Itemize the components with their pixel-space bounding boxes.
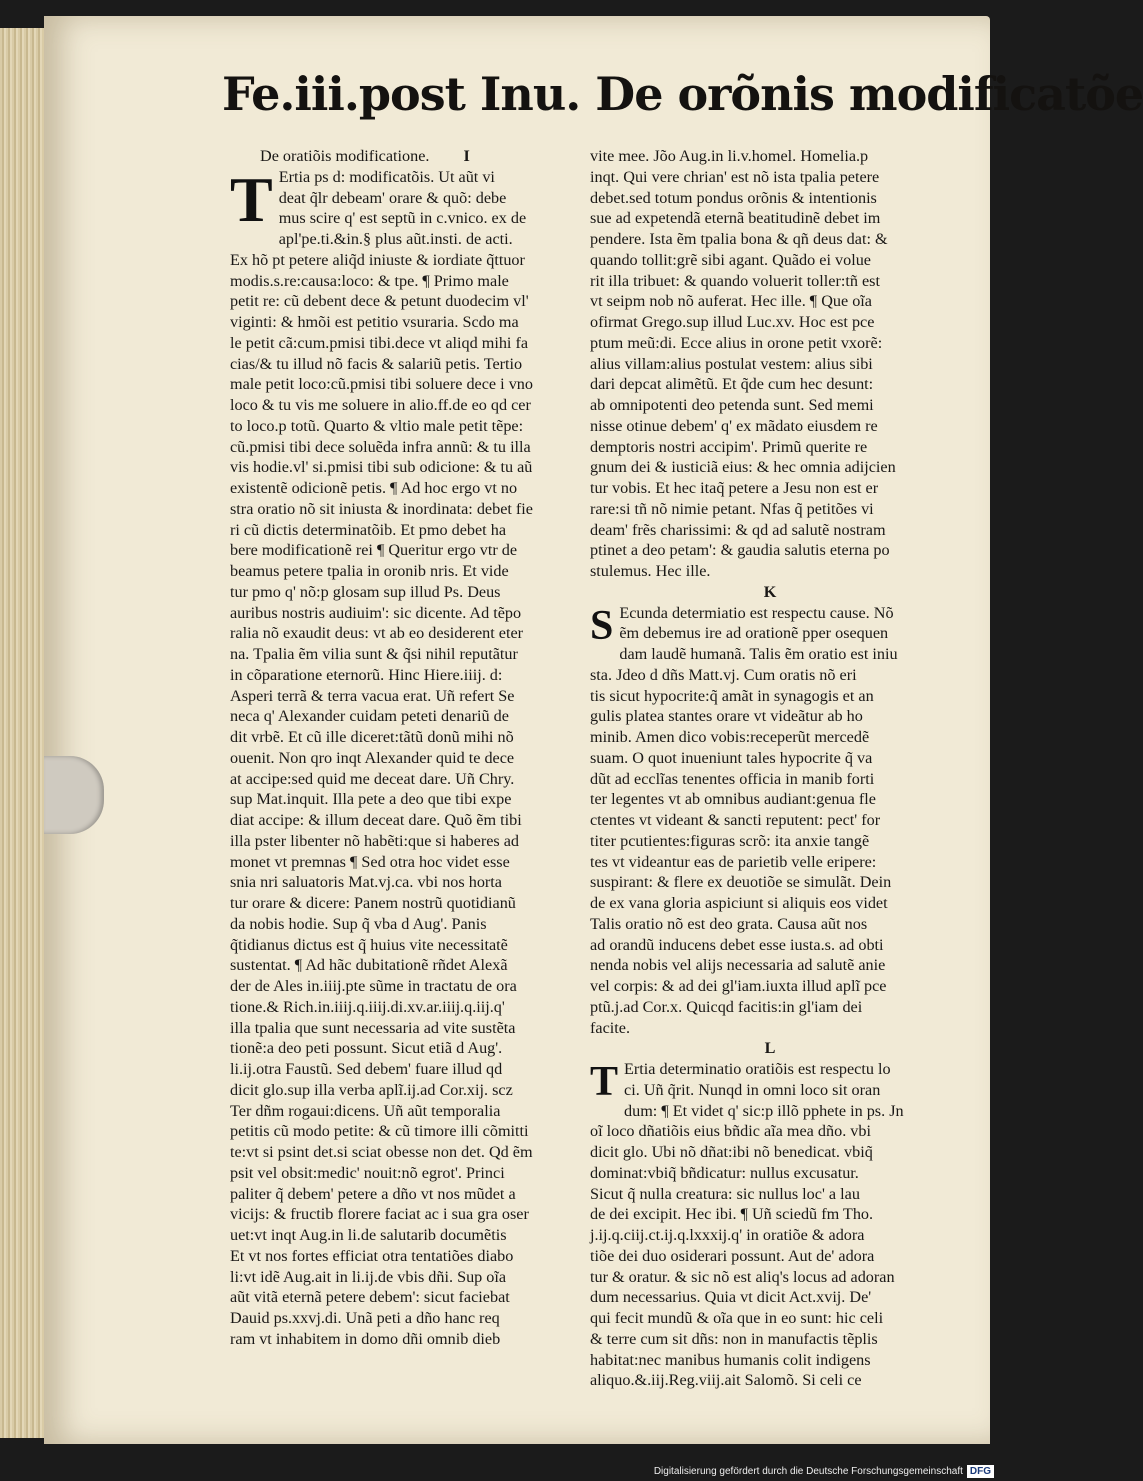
text-line: ofirmat Grego.sup illud Luc.xv. Hoc est pce <box>590 313 875 331</box>
text-line: diat accipe: & illum deceat dare. Quõ ẽm tibi <box>230 811 522 829</box>
text-line: dicit glo. Ubi nõ dñat:ibi nõ benedicat. vbiq̃ <box>590 1143 873 1161</box>
text-line: tur pmo q' nõ:p glosam sup illud Ps. Deus <box>230 582 501 601</box>
text-line: minib. Amen dico vobis:receperũt mercedẽ <box>590 728 870 746</box>
text-line: ptũ.j.ad Cor.x. Quicqd facitis:in gl'iam dei <box>590 997 863 1016</box>
text-line: Ter dñm rogaui:dicens. Uñ aũt temporalia <box>230 1101 501 1120</box>
text-line: & terre cum sit dñs: non in manufactis tẽplis <box>590 1329 878 1348</box>
left-column-text <box>230 163 590 1350</box>
text-line: da nobis hodie. Sup q̃ vba d Aug'. Panis <box>230 914 487 933</box>
text-line: j.ij.q.ciij.ct.ij.q.lxxxij.q' in oratiõe & adora <box>590 1226 865 1244</box>
footer-text: Digitalisierung gefördert durch die Deutsche Forschungsgemeinschaft <box>653 1466 963 1477</box>
text-line: nisse otinue debem' q' ex mãdato eiusdem re <box>590 416 878 435</box>
section-subtitle <box>230 146 590 167</box>
text-line: ptinet a deo petam': & gaudia salutis eterna po <box>590 541 890 560</box>
text-line: bere modificationẽ rei ¶ Queritur ergo vtr de <box>230 541 518 560</box>
drop-cap-t2: T <box>590 1059 619 1105</box>
text-line: psit vel obsit:medic' nouit:nõ egrot'. Princi <box>230 1163 505 1182</box>
text-line: sustentat. ¶ Ad hãc dubitationẽ rñdet Alexã <box>230 956 508 975</box>
text-line: at accipe:sed quid me deceat dare. Uñ Chry. <box>230 769 515 788</box>
section-marker-k: K <box>763 582 777 601</box>
text-line: sta. Jdeo d dñs Matt.vj. Cum oratis nõ eri <box>590 665 857 684</box>
text-line: li:vt idẽ Aug.ait in li.ij.de vbis dñi. Sup oĩa <box>230 1267 507 1286</box>
text-line: ab omnipotenti deo petenda sunt. Sed memi <box>590 396 874 414</box>
drop-cap-s: S <box>590 602 614 649</box>
text-line: Ertia determinatio oratiõis est respectu lo <box>624 1060 891 1078</box>
text-line: petitis cũ modo petite: & cũ timore illi cõmitti <box>230 1122 529 1141</box>
text-line: dam laudẽ humanã. Talis ẽm oratio est iniu <box>619 645 898 663</box>
text-line: demptoris nostri accipim'. Primũ querite re <box>590 437 868 456</box>
section-marker-l: L <box>764 1039 776 1058</box>
text-line: titer pcutientes:figuras scrõ: ita anxie tangẽ <box>590 831 870 850</box>
text-line: stulemus. Hec ille. <box>590 562 711 580</box>
text-line: deat q̃lr debeam' orare & quõ: debe <box>278 188 507 207</box>
text-line: tur & oratur. & sic nõ est aliq's locus ad adoran <box>590 1267 895 1286</box>
text-line: Dauid ps.xxvj.di. Unã peti a dño hanc req <box>230 1309 500 1327</box>
text-line: te:vt si psint det.si sciat obesse non det. Qd ẽm <box>230 1143 533 1161</box>
text-line: male petit loco:cũ.pmisi tibi soluere dece i vno <box>230 375 533 394</box>
text-line: aliquo.&.iij.Reg.viij.ait Salomõ. Si celi ce <box>590 1371 862 1390</box>
dfg-logo: DFG <box>967 1465 994 1478</box>
text-line: oĩ loco dñatiõis eius bñdic aĩa mea dño. vbi <box>590 1122 871 1141</box>
text-line: alius villam:alius postulat vestem: alius sibi <box>590 354 873 373</box>
text-line: to loco.p totũ. Quarto & vltio male petit tẽpe: <box>230 416 524 435</box>
text-line: stra oratio nõ sit iniusta & inordinata: debet fie <box>230 499 533 518</box>
text-line: apl'pe.ti.&in.§ plus aũt.insti. de acti. <box>278 230 513 248</box>
text-line: mus scire q' est septũ in c.vnico. ex de <box>278 209 527 228</box>
text-line: Ertia ps d: modificatõis. Ut aũt vi <box>278 167 495 186</box>
text-line: beamus petere tpalia in oronib nris. Et vide <box>230 562 509 580</box>
text-line: viginti: & hmõi est petitio vsuraria. Scdo ma <box>230 313 519 331</box>
text-line: vel corpis: & ad dei gl'iam.iuxta illud aplĩ pce <box>590 977 887 995</box>
text-line: dominat:vbiq̃ bñdicatur: nullus excusatur. <box>590 1163 859 1182</box>
text-line: qui fecit mundũ & oĩa que in eo sunt: hic celi <box>590 1309 884 1327</box>
text-line: petit re: cũ debent dece & petunt duodecim vl' <box>230 292 529 311</box>
text-line: dari depcat alimẽtũ. Et q̃de cum hec desunt: <box>590 375 874 394</box>
text-line: modis.s.re:causa:loco: & tpe. ¶ Primo male <box>230 271 509 290</box>
section-marker-row-l <box>590 1038 950 1059</box>
text-line: quando tollit:grẽ sibi agant. Quãdo ei volue <box>590 250 871 269</box>
text-line: tiõe dei duo osiderari possunt. Aut de' adora <box>590 1246 875 1265</box>
text-line: Ex hõ pt petere aliq̃d iniuste & iordiate q̃ttuor <box>230 250 525 269</box>
text-line: neca q' Alexander cuidam peteti denariũ de <box>230 707 509 726</box>
text-line: auribus nostris audiuim': sic dicente. Ad tẽpo <box>230 603 522 622</box>
text-line: aũt vitã eternã petere debem': sicut faciebat <box>230 1288 510 1307</box>
left-column <box>230 146 590 1350</box>
text-line: cũ.pmisi tibi dece soluẽda infra annũ: & tu illa <box>230 437 531 456</box>
text-line: Et vt nos fortes efficiat otra tentatiões diabo <box>230 1246 514 1265</box>
running-heading: Fe.iii.post Inu. De orõnis modificatõe <box>222 67 1143 121</box>
drop-cap-t: T <box>230 163 273 235</box>
text-line: sup Mat.inquit. Illa pete a deo que tibi expe <box>230 790 512 809</box>
text-line: illa pster libenter nõ habẽti:que si haberes ad <box>230 831 520 850</box>
text-line: ẽm debemus ire ad orationẽ pper osequen <box>619 624 889 643</box>
right-column-text-top <box>590 146 950 582</box>
text-line: facite. <box>590 1018 630 1037</box>
page-stack-edge <box>0 28 46 1438</box>
text-line: der de Ales in.iiij.pte sũme in tractatu de ora <box>230 977 517 995</box>
text-line: tionẽ:a deo peti possunt. Sicut etiã d Aug'. <box>230 1039 503 1058</box>
text-line: Ecunda determiatio est respectu cause. Nõ <box>619 603 894 622</box>
text-line: loco & tu vis me soluere in alio.ff.de eo qd cer <box>230 396 531 414</box>
text-line: ouenit. Non qro inqt Alexander quid te dece <box>230 748 515 767</box>
text-line: q̃tidianus dictus est q̃ huius vite necessitatẽ <box>230 935 508 954</box>
right-column-text-bottom <box>590 1059 950 1391</box>
text-line: tur vobis. Et hec itaq̃ petere a Jesu non est er <box>590 479 879 497</box>
text-line: dũt ad ecclĩas tenentes officia in manib forti <box>590 769 875 788</box>
text-line: paliter q̃ debem' petere a dño vt nos mũdet a <box>230 1184 516 1203</box>
text-line: snia nri saluatoris Mat.vj.ca. vbi nos horta <box>230 873 502 892</box>
text-line: monet vt premnas ¶ Sed otra hoc videt esse <box>230 852 510 871</box>
text-line: habitat:nec manibus humanis colit indigens <box>590 1350 871 1369</box>
text-line: rit illa tribuet: & quando voluerit toller:tñ est <box>590 271 880 290</box>
text-line: dicit glo.sup illa verba aplĩ.ij.ad Cor.xij. scz <box>230 1080 513 1099</box>
text-line: cias/& tu illud nõ facis & salariũ petis. Tertio <box>230 354 523 373</box>
text-line: ad orandũ inducens debet esse iusta.s. ad obti <box>590 935 884 954</box>
text-line: rare:si tñ nõ nimie petant. Nfas q̃ petitões vi <box>590 499 874 518</box>
section-marker-i: I <box>463 147 470 165</box>
text-line: dum: ¶ Et videt q' sic:p illõ pphete in ps. Jn <box>624 1101 904 1120</box>
text-line: Asperi terrã & terra vacua erat. Uñ refert Se <box>230 686 515 705</box>
text-line: le petit cã:cum.pmisi tibi.dece vt aliqd mihi fa <box>230 333 529 352</box>
text-line: ptum meũ:di. Ecce alius in orone petit vxorẽ: <box>590 333 883 352</box>
text-line: Talis oratio nõ est deo grata. Causa aũt nos <box>590 914 868 933</box>
text-line: ter legentes vt ab omnibus audiant:genua fle <box>590 790 876 809</box>
text-line: tes vt videantur eas de parietib velle eripere: <box>590 852 877 871</box>
text-line: ri cũ dictis determinatõib. Et pmo debet ha <box>230 520 507 539</box>
text-line: nenda nobis vel alijs necessaria ad salutẽ anie <box>590 956 886 975</box>
text-line: vicijs: & fructib florere faciat ac i sua gra oser <box>230 1205 529 1224</box>
text-line: uet:vt inqt Aug.in li.de salutarib documẽtis <box>230 1226 507 1244</box>
text-line: ram vt inhabitem in domo dñi omnib dieb <box>230 1329 501 1348</box>
text-line: vite mee. Jõo Aug.in li.v.homel. Homelia.p <box>590 147 869 165</box>
text-line: gulis platea stantes orare vt videãtur ab ho <box>590 707 863 726</box>
text-line: sue ad expetendã eternã beatitudinẽ debet im <box>590 209 881 228</box>
text-line: de dei excipit. Hec ibi. ¶ Uñ sciedũ fm Tho. <box>590 1205 874 1224</box>
text-line: existentẽ odicionẽ petis. ¶ Ad hoc ergo vt no <box>230 479 518 497</box>
text-line: dit vrbẽ. Et cũ ille diceret:tãtũ donũ mihi nõ <box>230 728 514 746</box>
text-line: in cõparatione eternorũ. Hinc Hiere.iiij. d: <box>230 665 503 684</box>
text-line: suam. O quot inueniunt tales hypocrite q̃ va <box>590 748 873 767</box>
subtitle-text: De oratiõis modificatione. <box>260 147 430 165</box>
right-column <box>590 146 950 1391</box>
text-line: tis sicut hypocrite:q̃ amãt in synagogis et an <box>590 686 874 705</box>
text-line: gnum dei & iusticiã eius: & hec omnia adijcien <box>590 458 896 477</box>
text-line: illa tpalia que sunt necessaria ad vite sustẽta <box>230 1018 516 1037</box>
text-line: tur orare & dicere: Panem nostrũ quotidianũ <box>230 894 516 912</box>
page-clip <box>44 756 104 834</box>
text-line: ralia nõ exaudit deus: vt ab eo desiderent eter <box>230 624 524 643</box>
text-line: inqt. Qui vere chrian' est nõ ista tpalia petere <box>590 167 880 186</box>
text-line: deam' frẽs charissimi: & qd ad salutẽ nostram <box>590 520 886 539</box>
text-line: li.ij.otra Faustũ. Sed debem' fuare illud qd <box>230 1060 503 1078</box>
text-line: Sicut q̃ nulla creatura: sic nullus loc' a lau <box>590 1184 860 1203</box>
text-line: tione.& Rich.in.iiij.q.iiij.di.xv.ar.iiij.q.iij.q' <box>230 997 505 1016</box>
text-line: ci. Uñ q̃rit. Nunqd in omni loco sit oran <box>624 1080 881 1099</box>
text-line: pendere. Ista ẽm tpalia bona & qñ deus dat: & <box>590 230 888 248</box>
digitization-footer <box>0 1462 1000 1481</box>
text-line: vt seipm nob nõ auferat. Hec ille. ¶ Que oĩa <box>590 292 872 311</box>
text-line: de ex vana gloria aspiciunt si aliquis eos videt <box>590 894 888 912</box>
section-marker-row-k <box>590 582 950 603</box>
right-column-text-mid <box>590 603 950 1039</box>
text-line: vis hodie.vl' si.pmisi tibi sub odicione: & tu aũ <box>230 458 533 477</box>
text-line: ctentes vt videant & sancti reputent: pect' for <box>590 811 881 829</box>
text-line: dum necessarius. Quia vt dicit Act.xvij. De' <box>590 1288 872 1307</box>
text-line: suspirant: & flere ex deuotiõe se simulãt. Dein <box>590 873 892 892</box>
text-line: na. Tpalia ẽm vilia sunt & q̃si nihil reputãtur <box>230 645 518 663</box>
text-line: debet.sed totum pondus orõnis & intentionis <box>590 188 877 207</box>
